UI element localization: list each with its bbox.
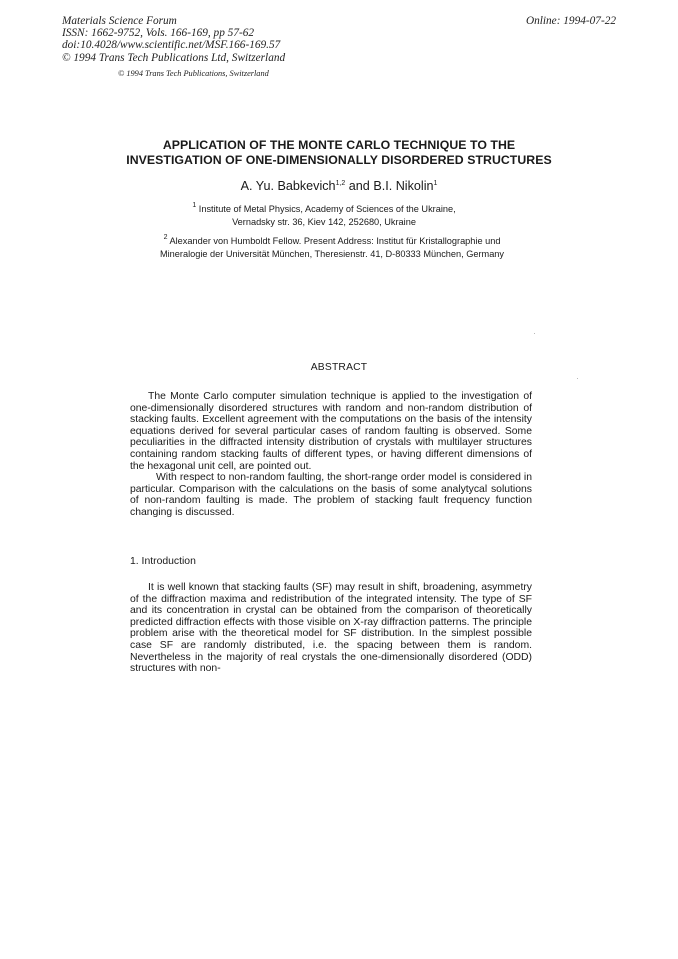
section-heading-introduction: 1. Introduction — [130, 556, 196, 567]
affiliation-1-line-2: Vernadsky str. 36, Kiev 142, 252680, Ukraine — [232, 216, 416, 227]
doi-line: doi:10.4028/www.scientific.net/MSF.166-169.57 — [62, 39, 281, 52]
scan-speck — [577, 378, 578, 379]
abstract-heading: ABSTRACT — [310, 362, 368, 373]
journal-name: Materials Science Forum — [62, 15, 177, 27]
affiliation-1 — [150, 200, 498, 228]
author-line — [0, 179, 678, 193]
author-connector: and — [345, 179, 374, 193]
publisher-copyright: © 1994 Trans Tech Publications Ltd, Switzerland — [62, 51, 286, 64]
abstract-paragraph-1: The Monte Carlo computer simulation technique is applied to the investigation of one-dimensionally disordered structures with random and non-random distribution of stacking faults. Excellent agreement with the computations on the basis of the intensity equations derived for several particular cases of random faulting is observed. Some peculiarities in the diffracted intensity distribution of crystals with multilayer structures containing random stacking faults of different types, or having different dimensions of the hexagonal unit cell, are pointed out. — [130, 391, 532, 472]
affiliation-1-mark: 1 — [192, 202, 197, 209]
title-line-2: INVESTIGATION OF ONE-DIMENSIONALLY DISORDERED STRUCTURES — [126, 153, 552, 167]
author-1-affiliation-mark: 1,2 — [335, 180, 346, 187]
affiliation-2 — [132, 232, 532, 260]
paper-title — [0, 138, 678, 168]
author-2-affiliation-mark: 1 — [433, 180, 438, 187]
title-line-1: APPLICATION OF THE MONTE CARLO TECHNIQUE TO THE — [162, 138, 516, 152]
abstract-paragraph-2: With respect to non-random faulting, the short-range order model is considered in particular. Comparison with the calculations on the basis of some analytycal solutions of non-random faulting is made. The problem of stacking fault frequency function changing is discussed. — [130, 472, 532, 518]
introduction-body — [130, 582, 532, 675]
affiliation-2-mark: 2 — [163, 234, 168, 241]
scan-speck — [534, 333, 535, 334]
abstract-body — [130, 391, 532, 519]
journal-meta — [62, 15, 285, 64]
affiliation-1-line-1: Institute of Metal Physics, Academy of Sciences of the Ukraine, — [196, 204, 456, 214]
affiliation-2-line-1: Alexander von Humboldt Fellow. Present Address: Institut für Kristallographie und — [167, 236, 501, 246]
author-2: B.I. Nikolin — [373, 179, 434, 193]
online-date: Online: 1994-07-22 — [525, 15, 616, 27]
issn-line: ISSN: 1662-9752, Vols. 166-169, pp 57-62 — [62, 27, 255, 40]
copyright-line: © 1994 Trans Tech Publications, Switzerland — [118, 69, 269, 78]
author-1: A. Yu. Babkevich — [240, 179, 336, 193]
affiliation-2-line-2: Mineralogie der Universität München, Theresienstr. 41, D-80333 München, Germany — [159, 248, 505, 259]
introduction-paragraph: It is well known that stacking faults (SF) may result in shift, broadening, asymmetry of the diffraction maxima and redistribution of the integrated intensity. The type of SF and its concentration in crystal can be obtained from the comparison of theoretically predicted diffraction effects with those visible on X-ray diffraction patterns. The principle problem arise with the theoretical model for SF distribution. In the simplest possible case SF are randomly distributed, i.e. the spacing between them is random. Nevertheless in the majority of real crystals the one-dimensionally disordered (ODD) structures with non- — [130, 582, 532, 675]
